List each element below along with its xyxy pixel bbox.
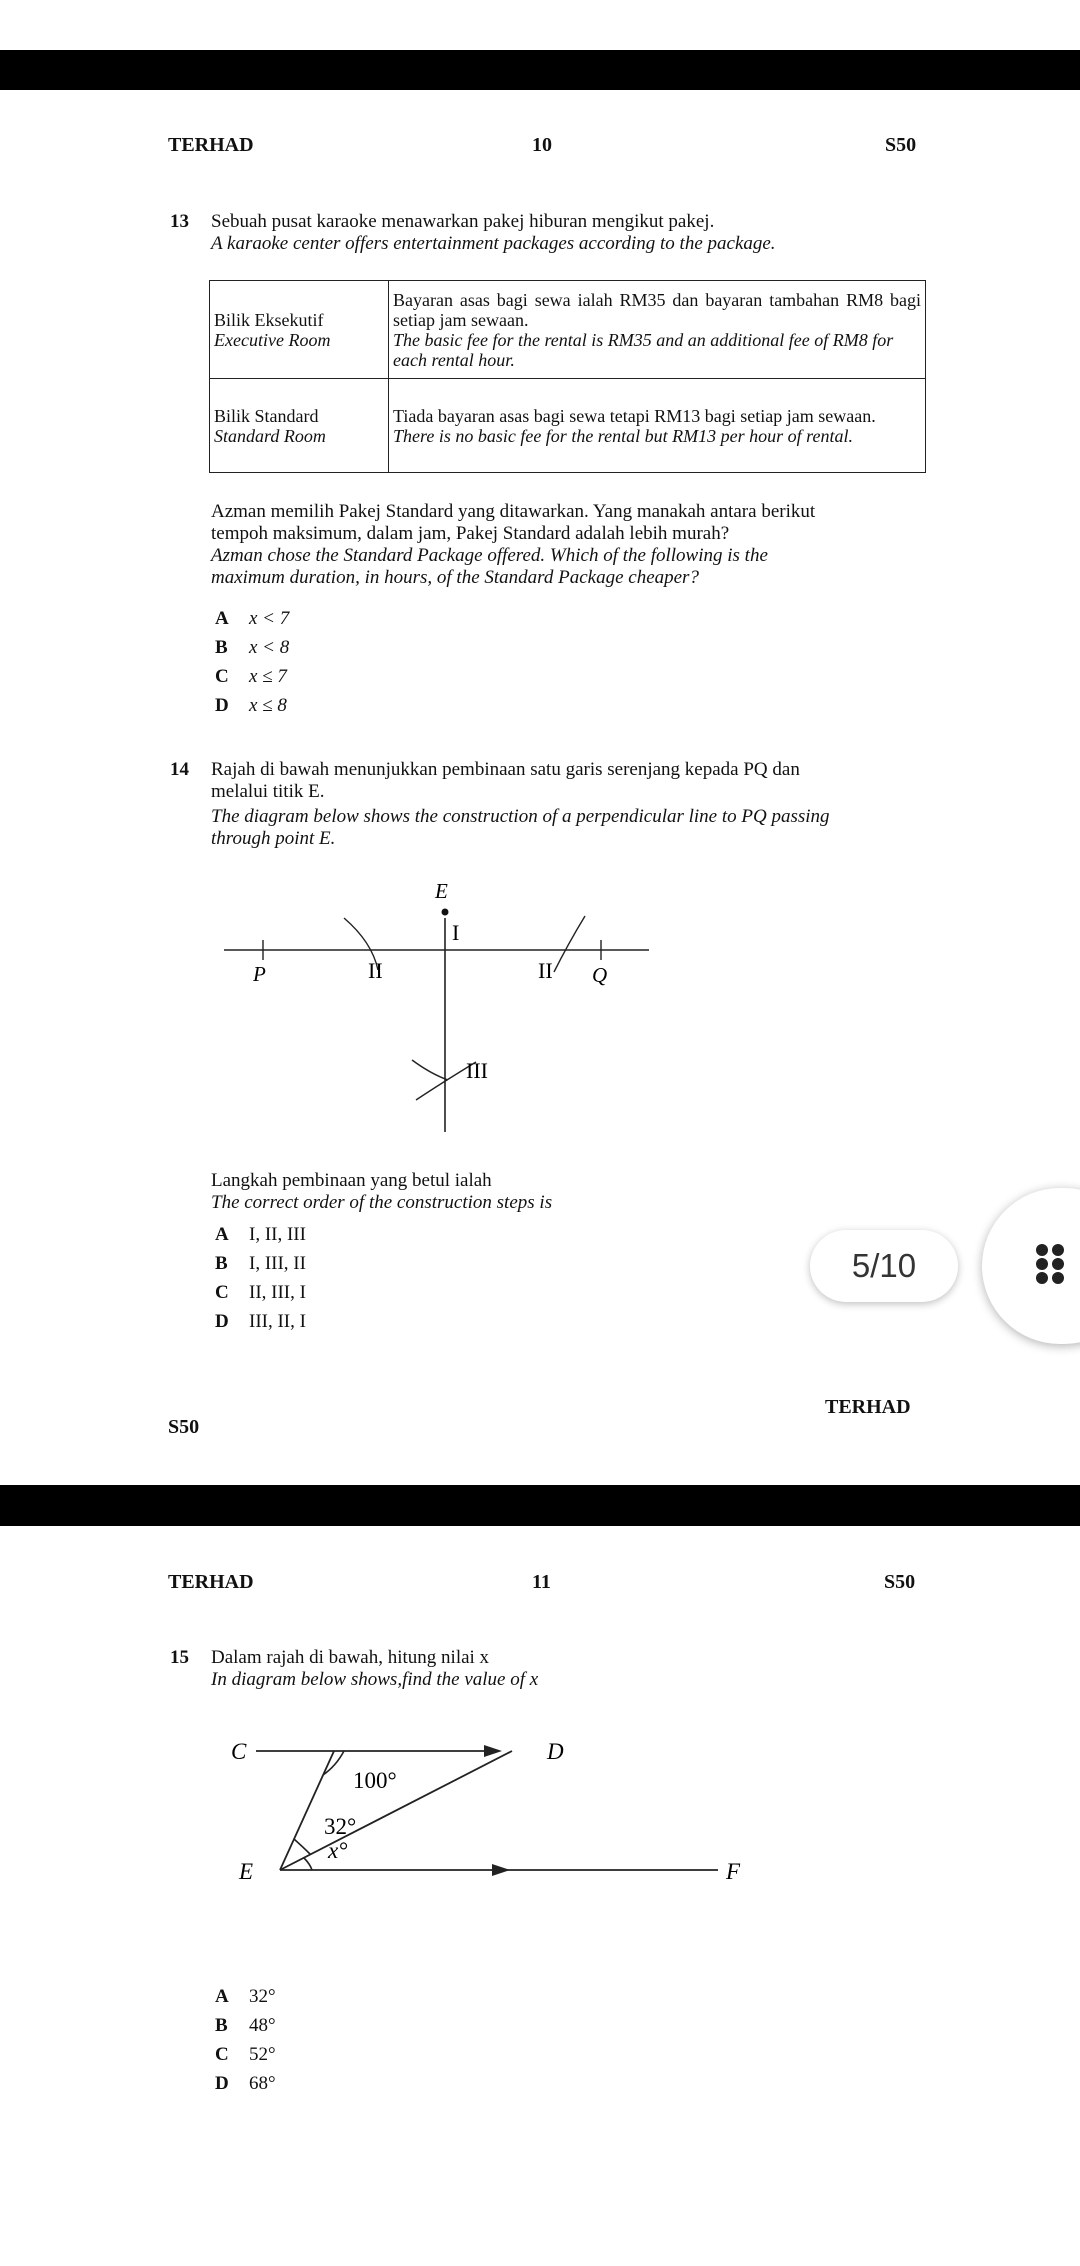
perpendicular-construction-diagram bbox=[218, 870, 658, 1140]
option-a[interactable]: A 32° bbox=[215, 1986, 276, 2007]
label-i: I bbox=[452, 920, 460, 945]
angle-label-32: 32° bbox=[324, 1814, 357, 1839]
page-number: 11 bbox=[532, 1571, 551, 1593]
option-a[interactable]: A x < 7 bbox=[215, 608, 290, 629]
question-13-text-ms-line1: Azman memilih Pakej Standard yang ditawarkan. Yang manakah antara berikut bbox=[211, 501, 816, 522]
grid-icon bbox=[1036, 1244, 1076, 1284]
arrow-ef bbox=[492, 1864, 510, 1876]
description-ms: Bayaran asas bagi sewa ialah RM35 dan bayaran tambahan RM8 bagi setiap jam sewaan. bbox=[393, 289, 921, 330]
viewer-gap-band bbox=[0, 1485, 1080, 1526]
option-b[interactable]: B x < 8 bbox=[215, 637, 290, 658]
label-c: C bbox=[231, 1739, 247, 1764]
question-14-prompt-en-line1: The diagram below shows the construction of a perpendicular line to PQ passing bbox=[211, 806, 830, 827]
parallel-lines-angle-diagram bbox=[218, 1736, 778, 1946]
question-14-prompt-ms-line2: melalui titik E. bbox=[211, 781, 325, 802]
question-13-number: 13 bbox=[170, 211, 189, 232]
angle-label-100: 100° bbox=[353, 1768, 397, 1793]
angle-label-x: x° bbox=[328, 1838, 348, 1863]
room-cell bbox=[210, 281, 389, 379]
label-iii: III bbox=[466, 1058, 488, 1083]
question-14-number: 14 bbox=[170, 759, 189, 780]
description-cell bbox=[389, 281, 926, 379]
option-c[interactable]: C 52° bbox=[215, 2044, 276, 2065]
viewer-top-band bbox=[0, 50, 1080, 90]
document-page-11 bbox=[48, 1526, 1036, 2266]
option-b[interactable]: B 48° bbox=[215, 2015, 276, 2036]
label-e: E bbox=[435, 879, 448, 903]
question-14-prompt-ms-line1: Rajah di bawah menunjukkan pembinaan satu garis serenjang kepada PQ dan bbox=[211, 759, 800, 780]
question-14-prompt-en-line2: through point E. bbox=[211, 828, 336, 849]
page-number: 10 bbox=[532, 134, 552, 156]
label-ii-left: II bbox=[368, 958, 383, 983]
question-14-steps-en: The correct order of the construction steps is bbox=[211, 1192, 553, 1213]
page-header-right: S50 bbox=[885, 134, 917, 156]
arc-lower-1 bbox=[412, 1060, 448, 1080]
option-a[interactable]: A I, II, III bbox=[215, 1224, 306, 1245]
page-footer-right: TERHAD bbox=[825, 1396, 911, 1418]
label-q: Q bbox=[592, 963, 608, 987]
description-cell bbox=[389, 379, 926, 473]
question-13-prompt-en: A karaoke center offers entertainment packages according to the package. bbox=[211, 233, 776, 254]
description-ms: Tiada bayaran asas bagi sewa tetapi RM13 bagi setiap jam sewaan. bbox=[393, 405, 876, 426]
question-13-text-en-line1: Azman chose the Standard Package offered. Which of the following is the bbox=[211, 545, 768, 566]
point-e bbox=[442, 909, 449, 916]
package-table bbox=[209, 280, 926, 473]
question-15-prompt-en: In diagram below shows,find the value of x bbox=[211, 1669, 539, 1690]
option-d[interactable]: D 68° bbox=[215, 2073, 276, 2094]
table-row bbox=[210, 379, 926, 473]
label-f: F bbox=[726, 1859, 741, 1884]
angle-arc-100 bbox=[323, 1751, 344, 1775]
angle-arc-32 bbox=[294, 1839, 310, 1854]
page-footer-left: S50 bbox=[168, 1416, 200, 1438]
arc-right bbox=[554, 916, 585, 972]
description-en: There is no basic fee for the rental but RM13 per hour of rental. bbox=[393, 425, 853, 446]
question-13-text-en-line2: maximum duration, in hours, of the Standard Package cheaper? bbox=[211, 567, 699, 588]
question-15-number: 15 bbox=[170, 1647, 189, 1668]
question-15-prompt-ms: Dalam rajah di bawah, hitung nilai x bbox=[211, 1647, 490, 1668]
table-row bbox=[210, 281, 926, 379]
room-cell bbox=[210, 379, 389, 473]
room-name-ms: Bilik Standard bbox=[214, 405, 319, 426]
option-d[interactable]: D III, II, I bbox=[215, 1311, 306, 1332]
option-b[interactable]: B I, III, II bbox=[215, 1253, 306, 1274]
label-ii-right: II bbox=[538, 958, 553, 983]
label-e: E bbox=[239, 1859, 254, 1884]
option-d[interactable]: D x ≤ 8 bbox=[215, 695, 287, 716]
room-name-en: Standard Room bbox=[214, 425, 326, 446]
page-header-left: TERHAD bbox=[168, 1571, 254, 1593]
label-p: P bbox=[253, 962, 266, 986]
room-name-ms: Bilik Eksekutif bbox=[214, 309, 324, 330]
question-15-options bbox=[215, 1986, 276, 2102]
label-d: D bbox=[547, 1739, 564, 1764]
question-14-options bbox=[215, 1224, 306, 1340]
option-c[interactable]: C II, III, I bbox=[215, 1282, 306, 1303]
page-header-left: TERHAD bbox=[168, 134, 254, 156]
room-name-en: Executive Room bbox=[214, 329, 331, 350]
page-header-right: S50 bbox=[884, 1571, 916, 1593]
description-en: The basic fee for the rental is RM35 and an additional fee of RM8 for each rental hour. bbox=[393, 329, 894, 370]
arrow-cd bbox=[484, 1745, 502, 1757]
question-13-prompt-ms: Sebuah pusat karaoke menawarkan pakej hiburan mengikut pakej. bbox=[211, 211, 715, 232]
question-13-text-ms-line2: tempoh maksimum, dalam jam, Pakej Standard adalah lebih murah? bbox=[211, 523, 730, 544]
option-c[interactable]: C x ≤ 7 bbox=[215, 666, 287, 687]
question-14-steps-ms: Langkah pembinaan yang betul ialah bbox=[211, 1170, 492, 1191]
page-indicator: 5/10 bbox=[810, 1230, 958, 1302]
angle-arc-x bbox=[304, 1858, 312, 1870]
question-13-options bbox=[215, 608, 289, 724]
